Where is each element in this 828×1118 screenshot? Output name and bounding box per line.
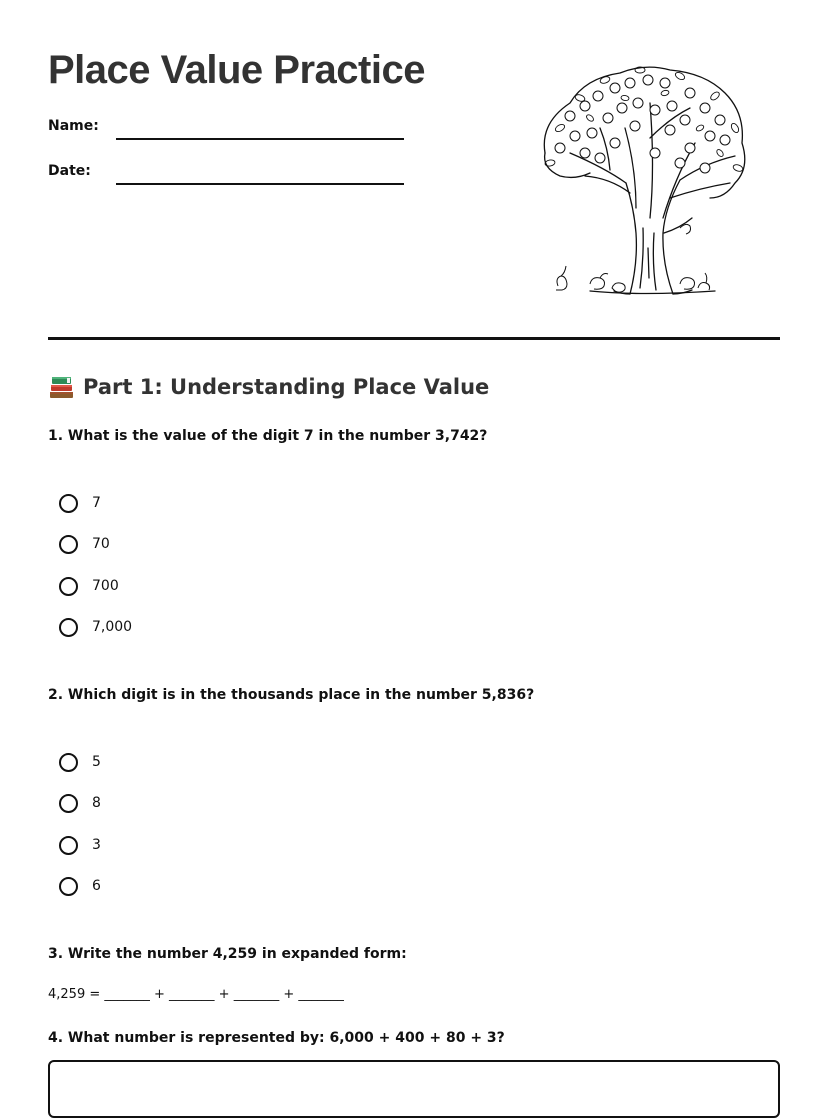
date-field[interactable] [48, 161, 408, 191]
q2-option-a[interactable] [58, 749, 101, 775]
radio-button[interactable] [59, 535, 78, 554]
question-2: 2. Which digit is in the thousands place in the number 5,836? [48, 687, 535, 703]
q1-option-a[interactable] [58, 490, 101, 516]
date-label: Date: [48, 163, 91, 179]
option-label: 5 [92, 754, 101, 770]
date-line[interactable] [116, 183, 404, 185]
radio-button[interactable] [59, 836, 78, 855]
radio-button[interactable] [59, 877, 78, 896]
part1-heading-text: Part 1: Understanding Place Value [83, 375, 490, 399]
q1-option-b[interactable] [58, 531, 110, 557]
radio-button[interactable] [59, 618, 78, 637]
option-label: 70 [92, 536, 110, 552]
radio-button[interactable] [59, 794, 78, 813]
radio-button[interactable] [59, 494, 78, 513]
radio-button[interactable] [59, 577, 78, 596]
option-label: 8 [92, 795, 101, 811]
radio-button[interactable] [59, 753, 78, 772]
answer-input[interactable] [48, 1060, 780, 1118]
part1-heading [48, 374, 489, 400]
q1-option-d[interactable] [58, 614, 132, 640]
name-label: Name: [48, 118, 99, 134]
option-label: 6 [92, 878, 101, 894]
q2-option-b[interactable] [58, 790, 101, 816]
name-line[interactable] [116, 138, 404, 140]
q1-option-c[interactable] [58, 573, 119, 599]
section-divider [48, 337, 780, 340]
q2-option-c[interactable] [58, 832, 101, 858]
q2-option-d[interactable] [58, 873, 101, 899]
option-label: 3 [92, 837, 101, 853]
apple-tree-icon [530, 58, 755, 300]
option-label: 7,000 [92, 619, 133, 635]
name-field[interactable] [48, 116, 408, 146]
question-4: 4. What number is represented by: 6,000 + 400 + 80 + 3? [48, 1030, 505, 1046]
question-1: 1. What is the value of the digit 7 in the number 3,742? [48, 428, 488, 444]
option-label: 700 [92, 578, 119, 594]
option-label: 7 [92, 495, 101, 511]
page-title: Place Value Practice [48, 48, 425, 92]
books-icon [48, 374, 75, 400]
question-3: 3. Write the number 4,259 in expanded form: [48, 946, 407, 962]
expanded-form-answer[interactable]: 4,259 = _______ + _______ + _______ + _______ [48, 987, 344, 1002]
